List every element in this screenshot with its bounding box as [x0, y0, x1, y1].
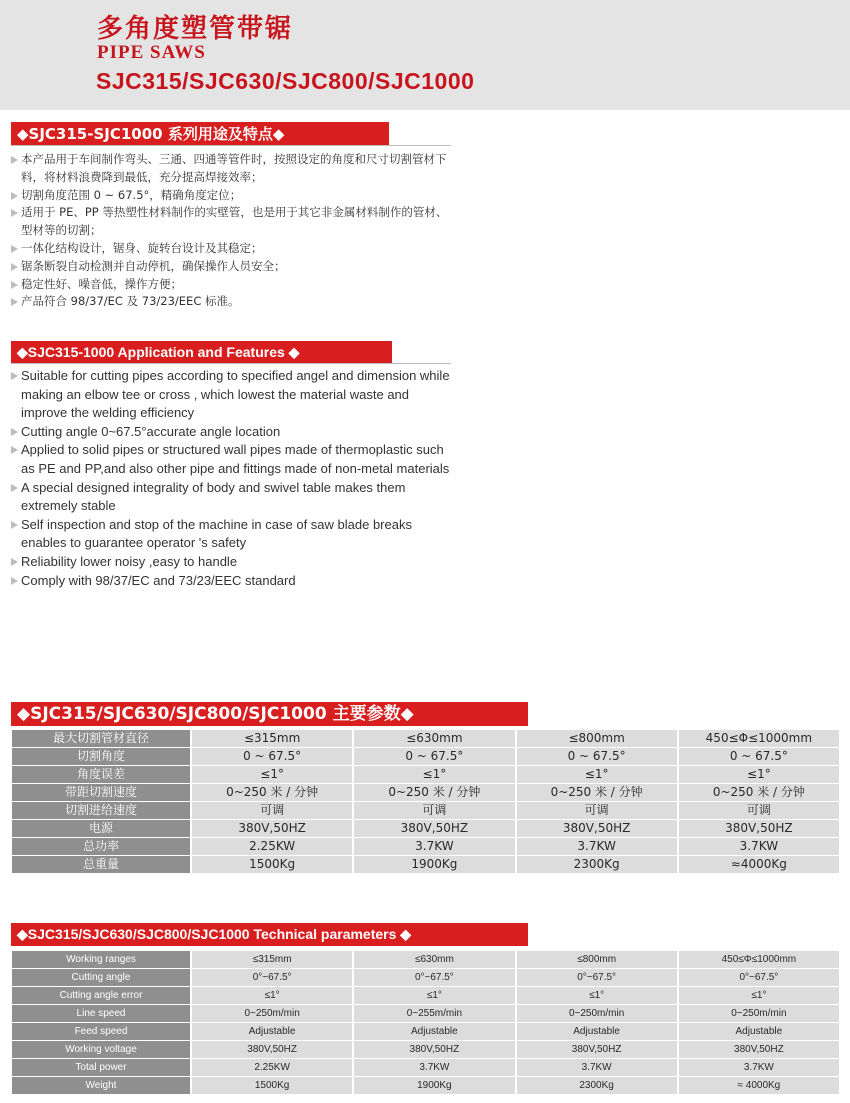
param-label: Total power: [12, 1059, 190, 1076]
feature-list-en: [10, 367, 455, 590]
param-value: 0~250 米 / 分钟: [517, 784, 677, 801]
param-value: ≤630mm: [354, 951, 514, 968]
param-value: ≤1°: [192, 987, 352, 1004]
param-value: 1900Kg: [354, 1077, 514, 1094]
list-item: Applied to solid pipes or structured wall pipes made of thermoplastic such as PE and PP,and also other pipe and fittings made of non-metal materials: [10, 441, 455, 478]
param-value: ≤800mm: [517, 730, 677, 747]
section-divider: [11, 145, 451, 146]
table-row: [12, 856, 839, 873]
param-label: 切割进给速度: [12, 802, 190, 819]
list-item: Suitable for cutting pipes according to specified angel and dimension while making an elbow tee or cross , which lowest the material waste and improve the welding efficiency: [10, 367, 455, 423]
param-label: 切割角度: [12, 748, 190, 765]
param-label: 电源: [12, 820, 190, 837]
table-row: [12, 1059, 839, 1076]
table-row: [12, 1023, 839, 1040]
table-row: [12, 969, 839, 986]
param-value: ≤1°: [517, 987, 677, 1004]
product-title-cn: 多角度塑管带锯: [97, 14, 294, 44]
param-value: ≤1°: [354, 766, 514, 783]
list-item: 本产品用于车间制作弯头、三通、四通等管件时，按照设定的角度和尺寸切割管材下料，将材料浪费降到最低，充分提高焊接效率；: [10, 151, 455, 187]
param-label: Feed speed: [12, 1023, 190, 1040]
param-value: 3.7KW: [354, 838, 514, 855]
param-label: 带距切割速度: [12, 784, 190, 801]
param-value: ≈ 4000Kg: [679, 1077, 839, 1094]
param-value: 0~250m/min: [679, 1005, 839, 1022]
param-value: 3.7KW: [517, 1059, 677, 1076]
param-value: 2.25KW: [192, 1059, 352, 1076]
param-value: 0°~67.5°: [192, 969, 352, 986]
list-item: 适用于 PE、PP 等热塑性材料制作的实壁管，也是用于其它非金属材料制作的管材、型材等的切割；: [10, 204, 455, 240]
section-title-cn-features: ◆SJC315-SJC1000 系列用途及特点◆: [11, 122, 389, 146]
params-table-en: [10, 950, 841, 1095]
param-value: 0 ~ 67.5°: [354, 748, 514, 765]
list-item: Self inspection and stop of the machine in case of saw blade breaks enables to guarantee operator 's safety: [10, 516, 455, 553]
table-row: [12, 730, 839, 747]
table-row: [12, 1077, 839, 1094]
page-header: [0, 0, 850, 110]
list-item: Cutting angle 0~67.5°accurate angle location: [10, 423, 455, 442]
list-item: Comply with 98/37/EC and 73/23/EEC standard: [10, 572, 455, 591]
params-table-cn: [10, 729, 841, 874]
param-value: 1500Kg: [192, 856, 352, 873]
param-value: Adjustable: [192, 1023, 352, 1040]
param-value: 0~250 米 / 分钟: [192, 784, 352, 801]
param-value: 380V,50HZ: [192, 1041, 352, 1058]
param-value: 0~255m/min: [354, 1005, 514, 1022]
param-label: 总重量: [12, 856, 190, 873]
param-value: ≤630mm: [354, 730, 514, 747]
section-title-cn-params: ◆SJC315/SJC630/SJC800/SJC1000 主要参数◆: [11, 702, 528, 726]
table-row: [12, 838, 839, 855]
param-value: 1900Kg: [354, 856, 514, 873]
table-row: [12, 951, 839, 968]
param-value: 0~250m/min: [517, 1005, 677, 1022]
param-value: 0 ~ 67.5°: [517, 748, 677, 765]
feature-list-cn: [10, 151, 455, 311]
param-value: 3.7KW: [517, 838, 677, 855]
param-value: 380V,50HZ: [517, 820, 677, 837]
product-title-en: PIPE SAWS: [97, 42, 206, 63]
param-value: 380V,50HZ: [679, 820, 839, 837]
param-value: 0 ~ 67.5°: [679, 748, 839, 765]
product-models: SJC315/SJC630/SJC800/SJC1000: [96, 68, 475, 94]
param-value: 0~250m/min: [192, 1005, 352, 1022]
param-value: 0°~67.5°: [354, 969, 514, 986]
param-label: Weight: [12, 1077, 190, 1094]
param-value: 2300Kg: [517, 856, 677, 873]
param-value: Adjustable: [517, 1023, 677, 1040]
param-label: Working ranges: [12, 951, 190, 968]
param-label: 角度误差: [12, 766, 190, 783]
param-value: 0~250 米 / 分钟: [679, 784, 839, 801]
param-label: Working voltage: [12, 1041, 190, 1058]
param-value: 0~250 米 / 分钟: [354, 784, 514, 801]
param-value: 可调: [192, 802, 352, 819]
param-value: ≈4000Kg: [679, 856, 839, 873]
section-title-en-features: ◆SJC315-1000 Application and Features ◆: [11, 341, 392, 364]
table-row: [12, 1005, 839, 1022]
list-item: A special designed integrality of body and swivel table makes them extremely stable: [10, 479, 455, 516]
section-title-en-params: ◆SJC315/SJC630/SJC800/SJC1000 Technical parameters ◆: [11, 923, 528, 946]
param-value: 可调: [679, 802, 839, 819]
param-value: 3.7KW: [679, 1059, 839, 1076]
table-row: [12, 1041, 839, 1058]
table-row: [12, 987, 839, 1004]
param-value: 3.7KW: [679, 838, 839, 855]
param-value: 380V,50HZ: [192, 820, 352, 837]
param-label: Cutting angle error: [12, 987, 190, 1004]
param-label: Cutting angle: [12, 969, 190, 986]
table-row: [12, 820, 839, 837]
param-value: ≤800mm: [517, 951, 677, 968]
param-value: ≤1°: [192, 766, 352, 783]
param-label: 最大切割管材直径: [12, 730, 190, 747]
param-value: 1500Kg: [192, 1077, 352, 1094]
section-divider: [11, 363, 451, 364]
param-value: 2300Kg: [517, 1077, 677, 1094]
param-value: 可调: [354, 802, 514, 819]
list-item: 切割角度范围 0 ~ 67.5°，精确角度定位；: [10, 187, 455, 205]
param-value: Adjustable: [354, 1023, 514, 1040]
param-value: Adjustable: [679, 1023, 839, 1040]
param-value: ≤315mm: [192, 730, 352, 747]
param-value: 450≤Φ≤1000mm: [679, 951, 839, 968]
param-value: 450≤Φ≤1000mm: [679, 730, 839, 747]
param-value: 3.7KW: [354, 1059, 514, 1076]
param-value: 380V,50HZ: [679, 1041, 839, 1058]
table-row: [12, 748, 839, 765]
list-item: 稳定性好、噪音低，操作方便；: [10, 276, 455, 294]
param-value: ≤315mm: [192, 951, 352, 968]
param-value: 0°~67.5°: [679, 969, 839, 986]
param-value: ≤1°: [517, 766, 677, 783]
list-item: Reliability lower noisy ,easy to handle: [10, 553, 455, 572]
param-value: 0 ~ 67.5°: [192, 748, 352, 765]
table-row: [12, 766, 839, 783]
param-value: ≤1°: [354, 987, 514, 1004]
param-value: 380V,50HZ: [354, 820, 514, 837]
table-row: [12, 784, 839, 801]
param-value: ≤1°: [679, 766, 839, 783]
list-item: 一体化结构设计，锯身、旋转台设计及其稳定；: [10, 240, 455, 258]
param-label: 总功率: [12, 838, 190, 855]
param-value: ≤1°: [679, 987, 839, 1004]
list-item: 产品符合 98/37/EC 及 73/23/EEC 标准。: [10, 293, 455, 311]
table-row: [12, 802, 839, 819]
param-value: 2.25KW: [192, 838, 352, 855]
param-label: Line speed: [12, 1005, 190, 1022]
list-item: 锯条断裂自动检测并自动停机，确保操作人员安全；: [10, 258, 455, 276]
param-value: 可调: [517, 802, 677, 819]
param-value: 0°~67.5°: [517, 969, 677, 986]
param-value: 380V,50HZ: [517, 1041, 677, 1058]
param-value: 380V,50HZ: [354, 1041, 514, 1058]
